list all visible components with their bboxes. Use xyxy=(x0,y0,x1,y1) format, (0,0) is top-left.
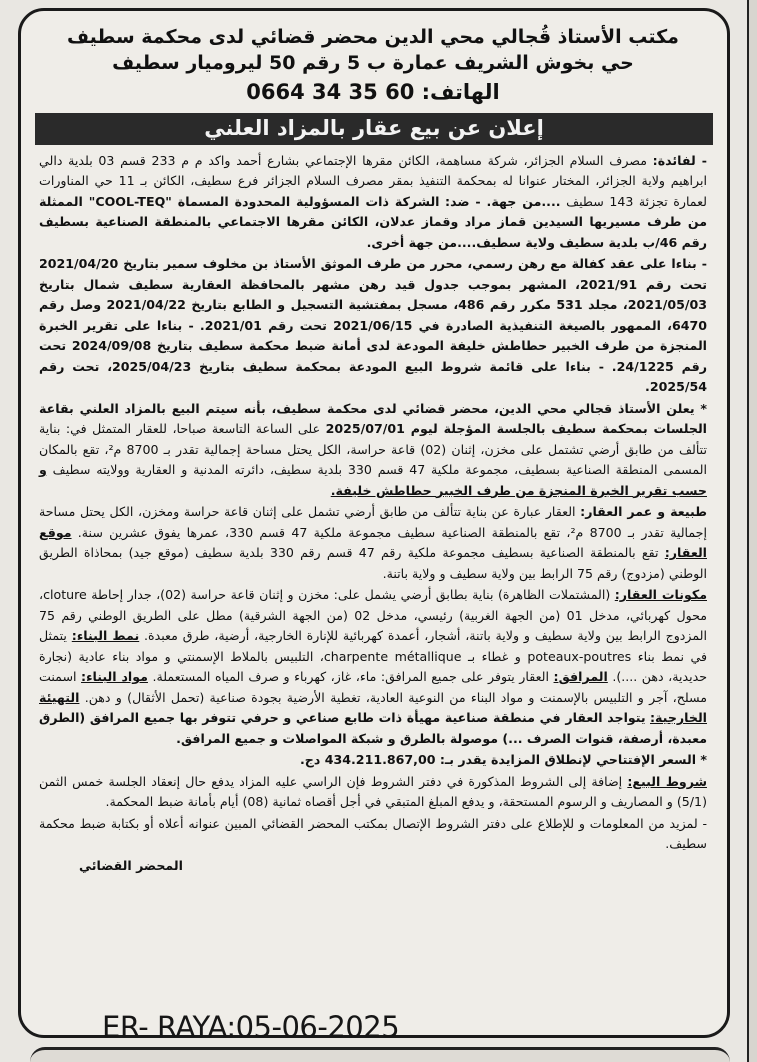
parties-paragraph xyxy=(39,151,707,254)
phone-number: 0664 34 35 60 xyxy=(246,80,415,105)
property-components xyxy=(39,585,707,749)
build-type-text: يتمثل في نمط بناء poteaux-poutres و غطاء بـ charpente métallique، التلبيس بالملاط الإسمنتي و مواد بناء عادية (نجارة حديدية، دهن ....). xyxy=(39,628,708,685)
sale-announcement xyxy=(39,399,707,502)
property-location-text: تقع بالمنطقة الصناعية بسطيف مجموعة ملكية رقم 47 قسم رقم 330 بلدية سطيف (موقع جيد) بمحاذاة الطريق الوطني (مزدوج) رقم 75 الرابط بين ولاية سطيف و ولاية باتنة. xyxy=(39,545,707,581)
facilities-text: العقار يتوفر على جميع المرافق: ماء، غاز، كهرباء و صرف المياه المستعملة. xyxy=(152,669,550,685)
phone-label: الهاتف: xyxy=(421,80,500,105)
property-location-label: موقع العقار: xyxy=(39,524,707,561)
sale-announcement-bold: * يعلن الأستاذ قجالي محي الدين، محضر قضائي لدى محكمة سطيف، بأنه سيتم البيع بالمزاد العلني بقاعة الجلسات بمحكمة سطيف بالجلسة المؤجلة ليوم 2025/07/01 xyxy=(39,400,707,437)
expert-report-note: و حسب تقرير الخبرة المنجزة من طرف الخبير حطاطش خليفة. xyxy=(39,462,707,498)
beneficiary-text: مصرف السلام الجزائر، شركة مساهمة، الكائن مقرها الإجتماعي بشارع أحمد واكد م م 233 قسم 03 بلدية دالي ابراهيم ولاية الجزائر، المختار عنوانا له بمحكمة التنفيذ بمقر مصرف السلام الجزائر فرع سطيف، الكائن بـ 11 حي المناورات لعمارة تجزئة 143 سطيف xyxy=(39,152,708,209)
property-nature-label: طبيعة و عمر العقار: xyxy=(580,504,707,520)
contact-info: - لمزيد من المعلومات و للإطلاع على دفتر الشروط الإتصال بمكتب المحضر القضائي المبين عنوانه أعلاه أو بكتابة ضبط محكمة سطيف. xyxy=(39,815,707,852)
office-phone xyxy=(39,78,707,106)
build-type-label: نمط البناء: xyxy=(71,628,140,644)
property-nature-text: العقار عبارة عن بناية تتألف من طابق أرضي تشمل على إثنان قاعة حراسة ومخزن، الكل يحتل مساحة إجمالية تقدر بـ 8700 م²، تقع بالمنطقة الصناعية سطيف مجموعة ملكية 47 قسم 330، عمرها يفوق عشرين سنة. xyxy=(39,504,707,540)
materials-label: مواد البناء: xyxy=(81,669,148,685)
facilities-label: المرافق: xyxy=(553,669,608,685)
notice-title-banner: إعلان عن بيع عقار بالمزاد العلني xyxy=(35,113,713,145)
beneficiary-label: - لفائدة: xyxy=(652,152,707,168)
external-label: التهيئة الخارجية: xyxy=(39,689,707,726)
sale-conditions xyxy=(39,772,707,813)
references-paragraph: - بناءا على عقد كفالة مع رهن رسمي، محرر من طرف الموثق الأستاذ بن مخلوف سمير بتاريخ 2021/04/20 تحت رقم 2021/91، المشهر بموجب جدول قيد رهن مشهر بالمحافظة العقارية سطيف شمال بتاريخ 2021/05/03، مجلد 531 مكرر رقم 486، مسجل بمفتشية التسجيل و الطابع بتاريخ 2021/04/22 وصل رقم 6470، الممهور بالصيغة التنفيذية الصادرة في 2021/06/15 تحت رقم 2021/01. - بناءا على تقرير الخبرة المنجزة من طرف الخبير حطاطش خليفة المودعة لدى أمانة ضبط محكمة سطيف بتاريخ 2024/09/08 تحت رقم 24/1225. - بناءا على قائمة شروط البيع المودعة بمحكمة سطيف بتاريخ 2025/04/23، تحت رقم 2025/54. xyxy=(39,256,707,395)
opening-price: * السعر الإفتتاحي لإنطلاق المزايدة يقدر بـ: 434.211.867,00 دج. xyxy=(300,752,707,768)
sale-conditions-label: شروط البيع: xyxy=(627,773,707,789)
against-label: ....من جهة. - ضد: xyxy=(445,193,561,209)
external-text: يتواجد العقار في منطقة صناعية مهيأة ذات طابع صناعي و حرفي تتوفر بها جميع المرافق (الطرق معبدة، أرصفة، قنوات الصرف ...) موصولة بالطرق و شبكة المواصلات و جميع المرافق. xyxy=(39,710,707,746)
sale-announcement-text: على الساعة التاسعة صباحا، للعقار المتمثل في: بناية تتألف من طابق أرضي تشتمل على مخزن، إثنان (02) قاعة حراسة، الكل يحتل مساحة إجمالية تقدر بـ 8700 م²، تقع بالمكان المسمى المنطقة الصناعية بسطيف، مجموعة ملكية 47 قسم 330 بلدية سطيف، دائرته المدنية و العقارية وولايته سطيف xyxy=(39,421,707,478)
components-label: مكونات العقار: xyxy=(614,587,707,603)
components-text: (المشتملات الظاهرة) بناية بطابق أرضي يشمل على: مخزن و إثنان قاعة حراسة (02)، جدار إحاطة cloture، محول كهربائي، مدخل 01 (من الجهة الغربية) رئيسي، مدخل 02 (من الجهة الشرقية) مطل على الطريق الوطني رقم 75 المزدوج الرابط بين ولاية سطيف و ولاية باتنة، أشجار، أعمدة كهربائية للإنارة الخارجية، أرضية، طرق معبدة. xyxy=(39,587,707,644)
debtor-text: الشركة ذات المسؤولية المحدودة المسماة "COOL-TEQ" الممثلة من طرف مسيريها السيدين قماز مراد وقماز عدلان، الكائن مقرها الاجتماعي بالمنطقة الصناعية بسطيف رقم 46/ب بلدية سطيف ولاية سطيف....من جهة أخرى. xyxy=(39,193,707,250)
signature-row xyxy=(39,856,707,877)
legal-notice xyxy=(18,8,730,1038)
office-name: مكتب الأستاذ قُجالي محي الدين محضر قضائي لدى محكمة سطيف xyxy=(67,26,679,48)
adjacent-page-edge xyxy=(747,0,757,1062)
bailiff-signature: المحضر القضائي xyxy=(79,857,183,873)
office-address: حي بخوش الشريف عمارة ب 5 رقم 50 ليروميار سطيف xyxy=(112,51,634,74)
property-nature xyxy=(39,502,707,584)
materials-text: اسمنت مسلح، آجر و التلبيس بالإسمنت و مواد البناء من النوعية العادية، تغطية الأرضية بجودة صناعية (تحمل الأثقال) و دهن. xyxy=(39,669,707,705)
newspaper-date-stamp: ER- RAYA:05-06-2025 xyxy=(102,1010,400,1044)
next-notice-edge xyxy=(30,1047,730,1062)
office-header xyxy=(39,25,707,107)
notice-body xyxy=(39,151,707,877)
sale-conditions-text: إضافة إلى الشروط المذكورة في دفتر الشروط فإن الراسي عليه المزاد يدفع حال إنعقاد الجلسة خمس الثمن (5/1) و المصاريف و الرسوم المستحقة، و يدفع المبلغ المتبقي في أجل أقصاه ثمانية (08) أيام بأمانة ضبط المحكمة. xyxy=(39,773,707,810)
